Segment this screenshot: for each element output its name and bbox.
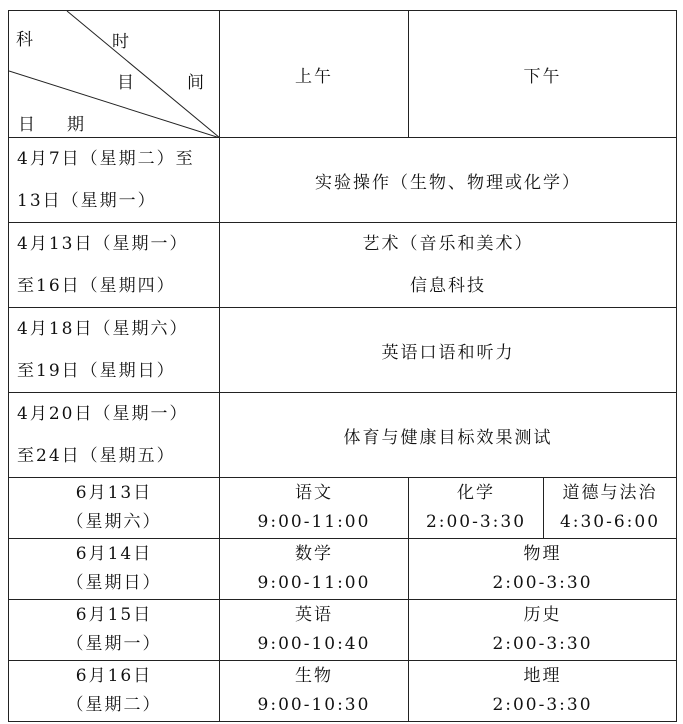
exam-am-subject: 生物: [295, 666, 333, 686]
exam-date-line: 6月14日: [75, 544, 153, 564]
exam-pm: [409, 539, 677, 600]
exam-am-time: 9:00-10:30: [257, 695, 371, 715]
exam-pm2-subject: 道德与法治: [562, 483, 658, 503]
header-morning: 上午: [220, 11, 409, 138]
exam-date: [9, 661, 220, 722]
row-date-line2: 13日（星期一）: [17, 191, 157, 211]
row-content: 体育与健康目标效果测试: [220, 393, 677, 478]
exam-pm-time: 2:00-3:30: [492, 695, 593, 715]
exam-pm: [409, 600, 677, 661]
header-qi-label: 期: [67, 115, 86, 135]
exam-am: [220, 661, 409, 722]
row-date-line2: 至19日（星期日）: [17, 361, 176, 381]
exam-pm: [409, 661, 677, 722]
row-date-line1: 4月20日（星期一）: [17, 404, 189, 424]
exam-schedule-table: [8, 10, 677, 722]
exam-am: [220, 539, 409, 600]
exam-am-time: 9:00-11:00: [257, 512, 371, 532]
header-time-label: 时: [112, 32, 131, 52]
exam-pm1-subject: 化学: [457, 483, 495, 503]
row-date-line1: 4月13日（星期一）: [17, 234, 189, 254]
exam-pm-subject: 历史: [523, 605, 562, 625]
exam-date-line: 6月13日: [75, 483, 153, 503]
header-mu-label: 目: [117, 73, 136, 93]
exam-am-subject: 语文: [295, 483, 333, 503]
exam-pm2: [544, 478, 677, 539]
exam-date-line: 6月16日: [75, 666, 153, 686]
exam-pm-subject: 物理: [523, 544, 562, 564]
exam-pm-time: 2:00-3:30: [492, 634, 593, 654]
row-date-line2: 至24日（星期五）: [17, 446, 176, 466]
row-content: [220, 223, 677, 308]
exam-pm1: [409, 478, 544, 539]
exam-am-time: 9:00-10:40: [257, 634, 371, 654]
row-content: 英语口语和听力: [220, 308, 677, 393]
exam-date: [9, 600, 220, 661]
exam-pm1-time: 2:00-3:30: [425, 512, 527, 532]
row-date: [9, 393, 220, 478]
header-jian-label: 间: [187, 73, 206, 93]
exam-weekday-line: （星期六）: [66, 512, 162, 532]
row-date: [9, 138, 220, 223]
exam-weekday-line: （星期日）: [66, 573, 162, 593]
header-diagonal-cell: [9, 11, 220, 138]
row-content-line2: 信息科技: [410, 276, 486, 296]
header-subject-label: 科: [16, 30, 35, 50]
row-date-line1: 4月18日（星期六）: [17, 319, 189, 339]
row-content-line1: 艺术（音乐和美术）: [362, 234, 534, 254]
row-content: 实验操作（生物、物理或化学）: [220, 138, 677, 223]
exam-am-subject: 英语: [295, 605, 333, 625]
exam-weekday-line: （星期一）: [66, 634, 162, 654]
exam-am: [220, 600, 409, 661]
exam-pm-subject: 地理: [523, 666, 562, 686]
exam-am-subject: 数学: [295, 544, 333, 564]
exam-date: [9, 478, 220, 539]
row-date: [9, 308, 220, 393]
header-afternoon: 下午: [409, 11, 677, 138]
header-ri-label: 日: [18, 115, 37, 135]
exam-am-time: 9:00-11:00: [257, 573, 371, 593]
row-date-line2: 至16日（星期四）: [17, 276, 176, 296]
exam-weekday-line: （星期二）: [66, 695, 162, 715]
exam-pm-time: 2:00-3:30: [492, 573, 593, 593]
row-date: [9, 223, 220, 308]
row-date-line1: 4月7日（星期二）至: [17, 149, 195, 169]
exam-pm2-time: 4:30-6:00: [559, 512, 661, 532]
exam-date-line: 6月15日: [75, 605, 153, 625]
exam-am: [220, 478, 409, 539]
exam-date: [9, 539, 220, 600]
